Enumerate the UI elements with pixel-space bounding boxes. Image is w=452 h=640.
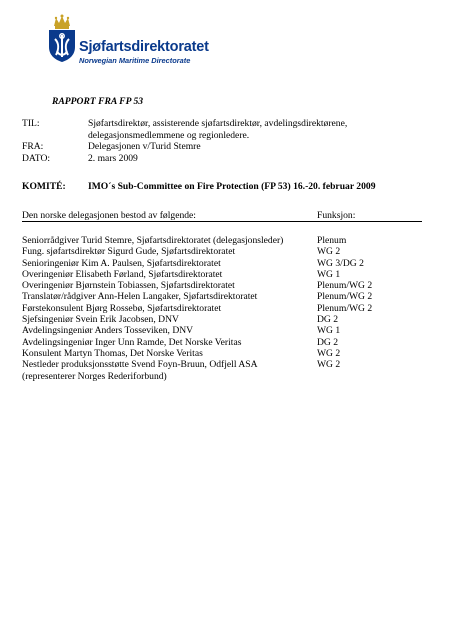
list-item bbox=[22, 291, 442, 302]
member-name: Overingeniør Bjørnstein Tobiassen, Sjøfartsdirektoratet bbox=[22, 280, 235, 292]
member-name: Konsulent Martyn Thomas, Det Norske Veritas bbox=[22, 347, 203, 359]
memo-label: DATO: bbox=[22, 152, 51, 164]
member-name: Sjefsingeniør Svein Erik Jacobsen, DNV bbox=[22, 314, 179, 326]
function-header: Funksjon: bbox=[317, 210, 356, 221]
memo-row-to bbox=[22, 118, 422, 141]
member-function: Plenum/WG 2 bbox=[317, 291, 373, 303]
brand-name: Sjøfartsdirektoratet bbox=[79, 39, 209, 55]
list-item bbox=[22, 348, 442, 359]
brand-subtitle: Norwegian Maritime Directorate bbox=[79, 56, 191, 65]
memo-label: TIL: bbox=[22, 118, 40, 129]
report-title: RAPPORT FRA FP 53 bbox=[52, 96, 144, 107]
logo bbox=[44, 14, 224, 66]
member-name: Seniorrådgiver Turid Stemre, Sjøfartsdirektoratet (delegasjonsleder) bbox=[22, 235, 284, 246]
memo-value: 2. mars 2009 bbox=[88, 152, 138, 164]
member-name: (representerer Norges Rederiforbund) bbox=[22, 370, 167, 382]
member-function: Plenum/WG 2 bbox=[317, 280, 373, 292]
member-function: DG 2 bbox=[317, 336, 339, 348]
list-item bbox=[22, 303, 442, 314]
delegation-header-label: Den norske delegasjonen bestod av følgende: bbox=[22, 210, 196, 221]
member-function: WG 2 bbox=[317, 246, 341, 258]
memo-value: Delegasjonen v/Turid Stemre bbox=[88, 141, 201, 152]
member-function: DG 2 bbox=[317, 314, 339, 326]
memo-value: Sjøfartsdirektør, assisterende sjøfartsdirektør, avdelingsdirektørene, delegasjonsmedlemmene og regionledere. bbox=[88, 118, 348, 141]
list-item bbox=[22, 269, 442, 280]
list-item bbox=[22, 359, 442, 370]
committee-value: IMO´s Sub-Committee on Fire Protection (FP 53) 16.-20. februar 2009 bbox=[88, 181, 376, 192]
member-function: WG 2 bbox=[317, 347, 341, 359]
member-function: WG 3/DG 2 bbox=[317, 257, 364, 269]
member-name: Avdelingsingeniør Anders Tosseviken, DNV bbox=[22, 325, 194, 337]
memo-row-from bbox=[22, 141, 422, 153]
list-item bbox=[22, 325, 442, 336]
list-item bbox=[22, 371, 442, 382]
crown-icon bbox=[52, 14, 72, 30]
memo-label: FRA: bbox=[22, 141, 44, 152]
committee-line bbox=[22, 181, 376, 192]
list-item bbox=[22, 280, 442, 291]
member-name: Senioringeniør Kim A. Paulsen, Sjøfartsdirektoratet bbox=[22, 257, 221, 269]
member-function: WG 1 bbox=[317, 268, 341, 280]
member-name: Translatør/rådgiver Ann-Helen Langaker, Sjøfartsdirektoratet bbox=[22, 291, 258, 303]
list-item bbox=[22, 314, 442, 325]
committee-label: KOMITÉ: bbox=[22, 181, 66, 192]
member-function: Plenum bbox=[317, 235, 347, 246]
member-name: Førstekonsulent Bjørg Rossebø, Sjøfartsdirektoratet bbox=[22, 302, 222, 314]
list-item bbox=[22, 337, 442, 348]
member-name: Fung. sjøfartsdirektør Sigurd Gude, Sjøfartsdirektoratet bbox=[22, 246, 236, 258]
list-item bbox=[22, 258, 442, 269]
member-name: Nestleder produksjonsstøtte Svend Foyn-Bruun, Odfjell ASA bbox=[22, 359, 258, 371]
delegation-header bbox=[22, 210, 422, 222]
member-name: Avdelingsingeniør Inger Unn Ramde, Det Norske Veritas bbox=[22, 336, 242, 348]
shield-anchor-icon bbox=[48, 29, 76, 63]
member-function: WG 2 bbox=[317, 359, 341, 371]
member-function: Plenum/WG 2 bbox=[317, 302, 373, 314]
member-list bbox=[22, 235, 442, 382]
memo-block bbox=[22, 118, 422, 164]
member-name: Overingeniør Elisabeth Førland, Sjøfartsdirektoratet bbox=[22, 268, 223, 280]
list-item bbox=[22, 235, 442, 246]
member-function: WG 1 bbox=[317, 325, 341, 337]
memo-row-date bbox=[22, 153, 422, 165]
list-item bbox=[22, 246, 442, 257]
